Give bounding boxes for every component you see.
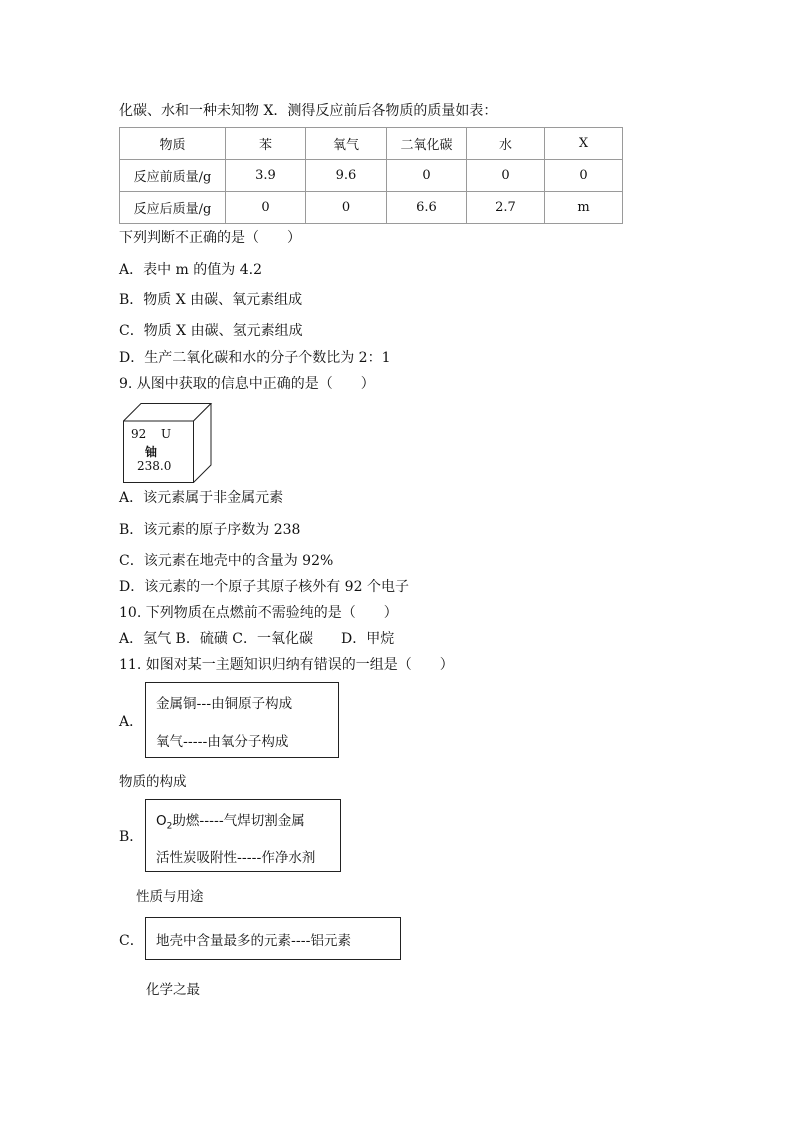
- table-row: [120, 160, 623, 192]
- q8-option-c: C．物质 X 由碳、氢元素组成: [119, 323, 303, 339]
- box-line: 地壳中含量最多的元素----铝元素: [156, 933, 351, 949]
- table-header-cell: 水: [467, 128, 545, 160]
- table-header-cell: 苯: [226, 128, 306, 160]
- table-cell: 6.6: [387, 192, 467, 224]
- q11-stem: 11. 如图对某一主题知识归纳有错误的一组是（ ）: [119, 657, 454, 673]
- q8-option-d: D．生产二氧化碳和水的分子个数比为 2：1: [119, 350, 391, 366]
- q9-option-d: D．该元素的一个原子其原子核外有 92 个电子: [119, 579, 409, 595]
- q10-options: A．氢气 B．硫磺 C．一氧化碳 D．甲烷: [119, 631, 395, 647]
- table-header-cell: 物质: [120, 128, 226, 160]
- box-line: 金属铜---由铜原子构成: [156, 696, 293, 712]
- table-header-cell: X: [545, 128, 623, 160]
- table-cell: 9.6: [306, 160, 387, 192]
- q10-stem: 10. 下列物质在点燃前不需验纯的是（ ）: [119, 605, 398, 621]
- box-line-text: 助燃-----气焊切割金属: [172, 813, 305, 829]
- o2-subscript: 2: [166, 821, 173, 832]
- table-cell: 0: [545, 160, 623, 192]
- q11-option-a-label: A．: [119, 714, 144, 730]
- q11-option-b-box: [145, 799, 341, 872]
- q8-option-b: B．物质 X 由碳、氧元素组成: [119, 292, 303, 308]
- q11-option-b-label: B．: [119, 829, 144, 845]
- table-header-row: [120, 128, 623, 160]
- table-cell: 0: [226, 192, 306, 224]
- q8-stem: 下列判断不正确的是（ ）: [119, 230, 301, 246]
- table-header-cell: 氧气: [306, 128, 387, 160]
- q9-option-b: B．该元素的原子序数为 238: [119, 522, 301, 538]
- element-symbol: U: [161, 427, 172, 441]
- q11-option-c-caption: 化学之最: [146, 982, 200, 998]
- q8-option-a: A．表中 m 的值为 4.2: [119, 262, 263, 278]
- table-cell: 0: [306, 192, 387, 224]
- o2-symbol: O: [156, 813, 167, 829]
- element-card-uranium: [123, 403, 218, 487]
- q9-option-c: C．该元素在地壳中的含量为 92%: [119, 553, 334, 569]
- table-row: [120, 192, 623, 224]
- q11-option-b-caption: 性质与用途: [136, 889, 204, 905]
- box-line: 氧气-----由氧分子构成: [156, 734, 289, 750]
- element-name: 铀: [145, 445, 158, 459]
- table-cell: 3.9: [226, 160, 306, 192]
- q11-option-c-label: C．: [119, 933, 144, 949]
- table-cell: 反应后质量/g: [120, 192, 226, 224]
- atomic-number: 92: [131, 427, 147, 441]
- table-cell: m: [545, 192, 623, 224]
- atomic-mass: 238.0: [137, 459, 172, 473]
- q9-option-a: A．该元素属于非金属元素: [119, 490, 284, 506]
- table-header-cell: 二氧化碳: [387, 128, 467, 160]
- box-line: [156, 809, 305, 832]
- q11-option-a-caption: 物质的构成: [119, 774, 187, 790]
- mass-table: [119, 127, 623, 224]
- q9-stem: 9. 从图中获取的信息中正确的是（ ）: [119, 376, 375, 392]
- table-cell: 0: [467, 160, 545, 192]
- q11-option-a-box: [145, 682, 339, 758]
- box-line: 活性炭吸附性-----作净水剂: [156, 850, 316, 866]
- table-cell: 反应前质量/g: [120, 160, 226, 192]
- table-cell: 2.7: [467, 192, 545, 224]
- q11-option-c-box: [145, 917, 401, 960]
- table-cell: 0: [387, 160, 467, 192]
- intro-text: 化碳、水和一种未知物 X．测得反应前后各物质的质量如表：: [119, 103, 498, 119]
